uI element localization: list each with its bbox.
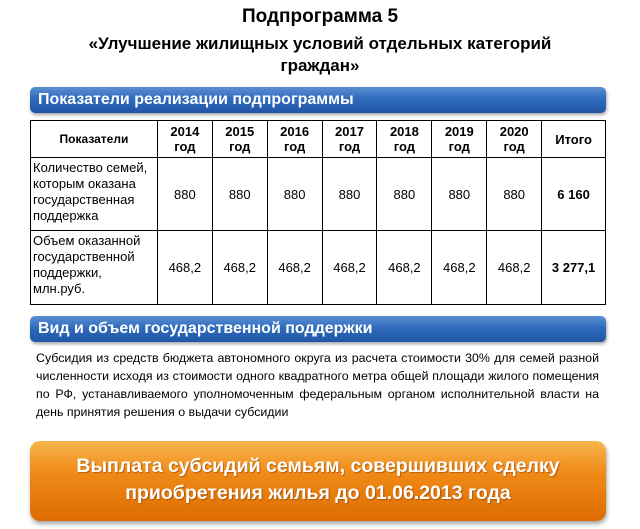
row-label-families: Количество семей, которым оказана государственная поддержка [31, 158, 158, 231]
header-year-unit: год [229, 139, 251, 154]
header-year-label: 2016 [280, 124, 310, 139]
header-year-label: 2020 [499, 124, 529, 139]
table-cell: 880 [432, 158, 487, 231]
table-cell: 880 [377, 158, 432, 231]
banner-line-1: Выплата субсидий семьям, совершивших сделку [76, 455, 560, 477]
page-subtitle [0, 33, 640, 77]
support-description: Субсидия из средств бюджета автономного округа из расчета стоимости 30% для семей разной численности исходя из стоимости одного квадратного метра общей площади жилого помещения по РФ, устанавливаемого уполномоченным федеральным органом исполнительной власти на день принятия решения о выдачи субсидии [36, 351, 599, 419]
header-year-unit: год [283, 139, 306, 154]
header-year-unit: год [174, 139, 196, 154]
header-year-label: 2018 [389, 124, 419, 139]
table-cell: 880 [212, 158, 267, 231]
banner-line-2: приобретения жилья до 01.06.2013 года [125, 482, 511, 504]
table-cell: 880 [267, 158, 322, 231]
table-cell: 468,2 [432, 231, 487, 305]
row-label-support-volume: Объем оказанной государственной поддержки, млн.руб. [31, 231, 158, 305]
header-year-2014 [157, 121, 212, 158]
header-year-unit: год [448, 139, 470, 154]
table-cell: 468,2 [322, 231, 377, 305]
table-cell: 468,2 [212, 231, 267, 305]
page-subtitle-line-1: «Улучшение жилищных условий отдельных категорий [88, 34, 552, 53]
header-year-unit: год [338, 139, 361, 154]
table-cell: 468,2 [487, 231, 542, 305]
table-header-row [31, 121, 606, 158]
header-year-label: 2015 [225, 124, 255, 139]
header-year-2020 [487, 121, 542, 158]
header-year-2018 [377, 121, 432, 158]
header-indicators: Показатели [31, 121, 158, 158]
page-title: Подпрограмма 5 [241, 6, 399, 27]
page-subtitle-line-2: граждан» [280, 56, 360, 75]
table-cell: 880 [487, 158, 542, 231]
table-cell: 468,2 [377, 231, 432, 305]
subsidy-banner [30, 441, 606, 521]
indicators-table [30, 120, 606, 305]
row-total-cell: 6 160 [542, 158, 606, 231]
table-cell: 880 [322, 158, 377, 231]
header-year-label: 2014 [170, 124, 200, 139]
header-year-label: 2019 [444, 124, 474, 139]
header-total: Итого [542, 121, 606, 158]
header-year-2017 [322, 121, 377, 158]
header-year-2016 [267, 121, 322, 158]
header-year-2019 [432, 121, 487, 158]
indicators-section-heading: Показатели реализации подпрограммы [30, 87, 606, 113]
header-year-label: 2017 [335, 124, 364, 139]
support-section-heading: Вид и объем государственной поддержки [30, 316, 606, 342]
header-year-unit: год [393, 139, 416, 154]
row-total-cell: 3 277,1 [542, 231, 606, 305]
table-cell: 468,2 [267, 231, 322, 305]
table-cell: 468,2 [157, 231, 212, 305]
table-cell: 880 [157, 158, 212, 231]
header-year-2015 [212, 121, 267, 158]
table-row [31, 158, 606, 231]
header-year-unit: год [503, 139, 525, 154]
table-row [31, 231, 606, 305]
